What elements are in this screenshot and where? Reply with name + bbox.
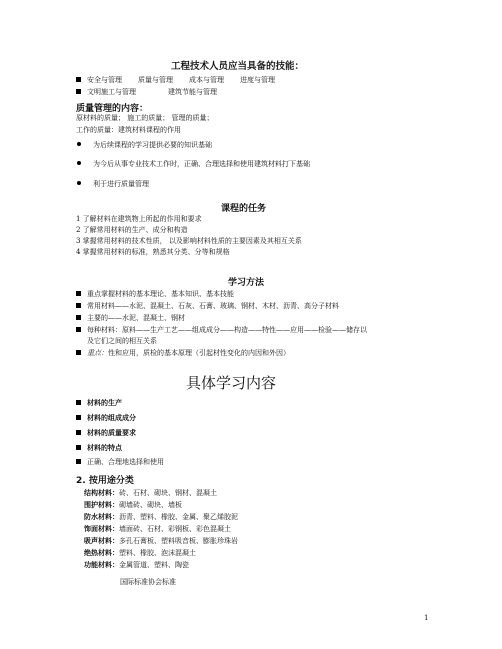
list-item: 为后续课程的学习提供必要的知识基础 (77, 141, 212, 150)
square-bullet-icon (76, 400, 81, 405)
dot-bullet-icon (77, 142, 81, 146)
page-title: 工程技术人员应当具备的技能： (171, 61, 305, 72)
content-heading: 具体学习内容 (186, 374, 277, 392)
classification-row: 结构材料：砖、石材、砌块、钢材、混凝土 (84, 488, 217, 497)
square-bullet-icon (76, 350, 81, 355)
task-item: 1 了解材料在建筑物上所起的作用和要求 (76, 215, 202, 223)
classification-row: 围护材料：砌墙砖、砌块、墙板 (84, 500, 182, 509)
quality-heading: 质量管理的内容： (76, 104, 149, 114)
content-item: 材料的特点 (76, 443, 122, 452)
square-bullet-icon (76, 89, 81, 94)
skill-item: 进度与管理 (240, 76, 275, 84)
method-item: 主要的——水泥、混凝土、钢材 (76, 314, 185, 323)
list-item: 为今后从事专业技术工作时，正确、合理选择和使用建筑材料打下基础 (77, 160, 310, 169)
square-bullet-icon (76, 459, 81, 464)
classification-row: 绝热材料：塑料、橡胶、泡沫混凝土 (84, 548, 196, 557)
dot-bullet-icon (77, 161, 81, 165)
list-item: 利于进行质量管理 (77, 180, 149, 189)
square-bullet-icon (76, 430, 81, 435)
square-bullet-icon (76, 303, 81, 308)
square-bullet-icon (76, 315, 81, 320)
task-item: 4 掌握常用材料的标准，熟悉其分类、分等和规格 (76, 248, 230, 256)
skills-row-2 (76, 88, 217, 97)
task-item: 2 了解常用材料的生产、成分和构造 (76, 226, 188, 234)
task-item: 3 掌握常用材料的技术性质， 以及影响材料性质的主要因素及其相互关系 (76, 237, 302, 245)
skill-item: 质量与管理 (138, 76, 173, 84)
square-bullet-icon (76, 77, 81, 82)
square-bullet-icon (76, 291, 81, 296)
skill-item: 安全与管理 (87, 76, 122, 84)
skills-row-1 (76, 76, 275, 85)
skill-item: 建筑节能与管理 (168, 88, 217, 96)
classification-row: 防水材料：沥青、塑料、橡胶、金属、聚乙烯胶泥 (84, 512, 238, 521)
quality-line-1: 原材料的质量； 施工的质量； 管理的质量； (76, 114, 214, 122)
classification-row: 饰面材料：墙面砖、石材、彩钢板、彩色混凝土 (84, 524, 231, 533)
method-item: 每种材料：原料——生产工艺——组成成分——构造——特性——应用——检验——储存以 (76, 326, 367, 335)
skill-item: 文明施工与管理 (87, 88, 136, 96)
classification-heading: 2. 按用途分类 (76, 476, 134, 486)
footer-text: 国际标准协会标准 (120, 578, 176, 586)
content-item: 正确、合理地选择和使用 (76, 458, 164, 467)
method-item-continued: 及它们之间的相互关系 (87, 337, 157, 345)
quality-line-2: 工作的质量：建筑材料课程的作用 (76, 126, 181, 134)
square-bullet-icon (76, 415, 81, 420)
method-focus: 重点：性和应用，质检的基本原理（引起材性变化的内因和外因） (76, 349, 290, 358)
square-bullet-icon (76, 327, 81, 332)
skill-item: 成本与管理 (189, 76, 224, 84)
content-item: 材料的组成成分 (76, 413, 136, 422)
classification-row: 吸声材料：多孔石膏板、塑料吸音板、膨胀珍珠岩 (84, 536, 238, 545)
tasks-heading: 课程的任务 (221, 204, 267, 214)
method-item: 常用材料——水泥、混凝土、石灰、石膏、玻璃、钢材、木材、沥青、高分子材料 (76, 302, 339, 311)
method-item: 重点掌握材料的基本理论、基本知识、基本技能 (76, 290, 234, 299)
page-number: 1 (424, 614, 429, 622)
square-bullet-icon (76, 445, 81, 450)
content-item: 材料的生产 (76, 398, 122, 407)
methods-heading: 学习方法 (228, 278, 265, 288)
content-item: 材料的质量要求 (76, 428, 136, 437)
dot-bullet-icon (77, 181, 81, 185)
classification-row: 功能材料：金属管道、塑料、陶瓷 (84, 560, 189, 569)
